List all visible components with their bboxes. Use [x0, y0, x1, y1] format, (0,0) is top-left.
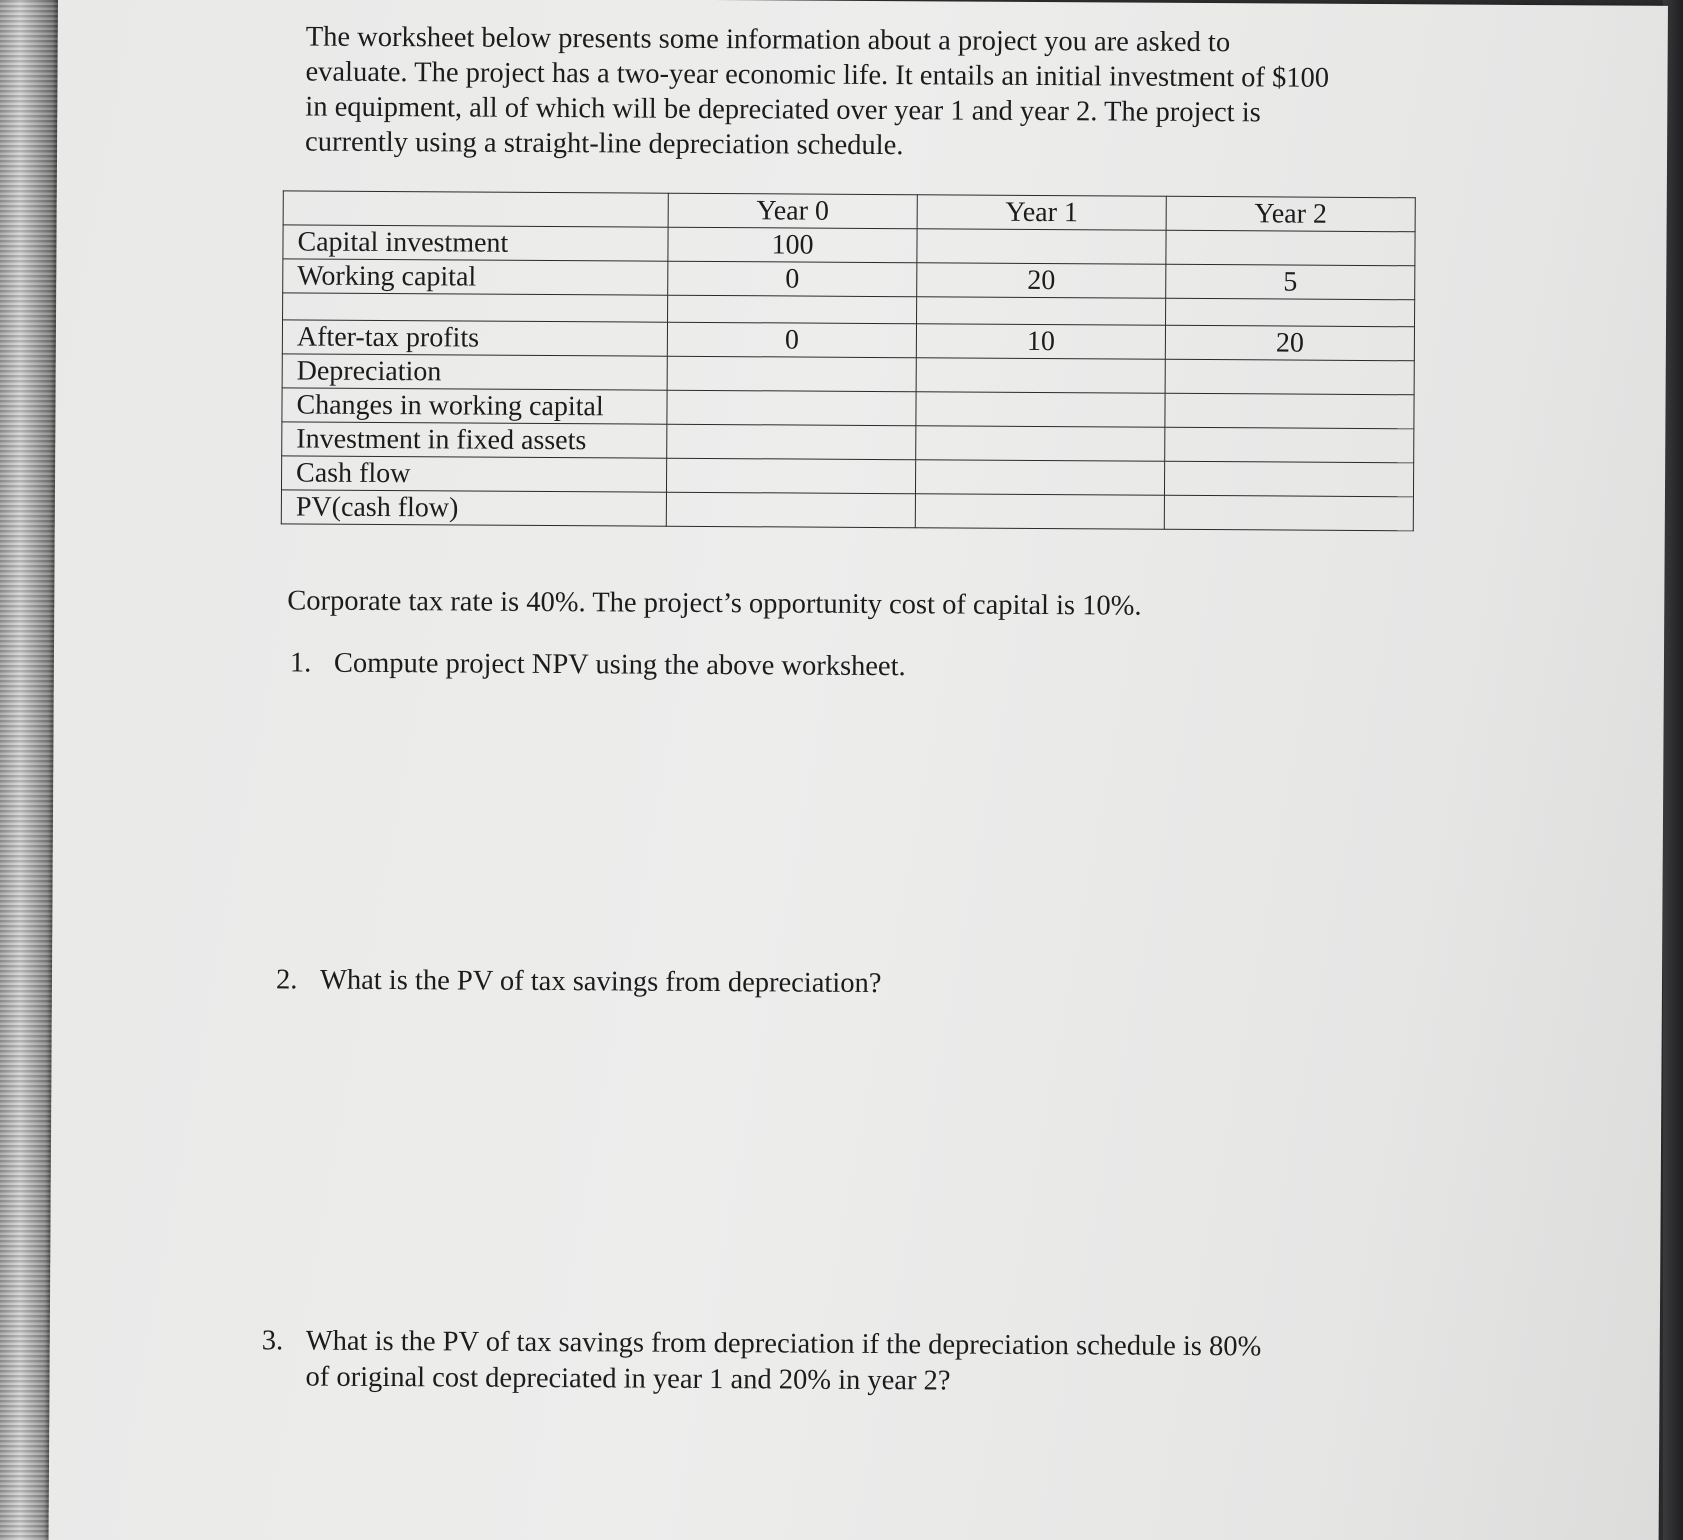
spacer-cell [668, 295, 917, 324]
question-number: 2. [275, 964, 298, 996]
question-3 [261, 1323, 1261, 1401]
header-cell-blank [283, 191, 668, 227]
question-2 [276, 964, 882, 1000]
spacer-cell [917, 297, 1166, 326]
intro-paragraph [305, 20, 1486, 167]
cell-value [915, 494, 1164, 530]
cell-value [917, 229, 1166, 265]
cell-value: 20 [917, 263, 1166, 299]
cell-value: 0 [667, 322, 916, 358]
spacer-cell [1166, 298, 1415, 327]
question-text: What is the PV of tax savings from depreciation? [319, 964, 882, 1000]
cell-value [916, 392, 1165, 428]
question-number: 1. [289, 647, 312, 679]
cell-value [916, 426, 1165, 462]
row-label: Investment in fixed assets [282, 422, 667, 458]
cell-value: 20 [1165, 325, 1414, 361]
cell-value [667, 390, 916, 426]
row-label: Changes in working capital [282, 388, 667, 424]
question-text: What is the PV of tax savings from depreciation if the depreciation schedule is 80% [305, 1325, 1262, 1363]
cell-value [667, 356, 916, 392]
worksheet-page [48, 0, 1667, 1540]
row-label: After-tax profits [282, 320, 667, 356]
question-text-continued: of original cost depreciated in year 1 and 20% in year 2? [305, 1361, 951, 1397]
intro-line: in equipment, all of which will be depreciated over year 1 and year 2. The project is [305, 91, 1261, 129]
intro-line: The worksheet below presents some information about a project you are asked to [305, 21, 1231, 59]
row-label: Cash flow [281, 456, 666, 492]
cash-flow-worksheet-table [281, 190, 1416, 531]
cell-value: 5 [1166, 264, 1415, 300]
cell-value: 10 [916, 324, 1165, 360]
header-cell-year-1: Year 1 [917, 195, 1166, 231]
intro-line: currently using a straight-line depreciation schedule. [305, 126, 904, 162]
header-cell-year-0: Year 0 [668, 193, 917, 229]
question-text: Compute project NPV using the above worksheet. [333, 647, 906, 683]
row-label: Working capital [283, 259, 668, 295]
cell-value: 100 [668, 227, 917, 263]
cell-value [916, 358, 1165, 394]
row-label: Depreciation [282, 354, 667, 390]
header-cell-year-2: Year 2 [1166, 196, 1415, 232]
row-label: Capital investment [283, 225, 668, 261]
cell-value [915, 460, 1164, 496]
cell-value [1165, 427, 1414, 463]
cell-value [1164, 495, 1413, 531]
question-1 [290, 647, 906, 683]
table-row-pv-cash-flow [281, 490, 1413, 531]
cell-value [1165, 393, 1414, 429]
row-label: PV(cash flow) [281, 490, 666, 526]
cell-value [666, 458, 915, 494]
cell-value [1165, 359, 1414, 395]
question-number: 3. [261, 1325, 284, 1357]
cell-value [667, 424, 916, 460]
cell-value [1164, 461, 1413, 497]
cell-value [666, 492, 915, 528]
spacer-cell [283, 293, 668, 322]
tax-rate-note: Corporate tax rate is 40%. The project’s opportunity cost of capital is 10%. [287, 585, 1142, 622]
cell-value [1166, 230, 1415, 266]
cell-value: 0 [668, 261, 917, 297]
intro-line: evaluate. The project has a two-year economic life. It entails an initial investment of $100 [305, 56, 1330, 94]
